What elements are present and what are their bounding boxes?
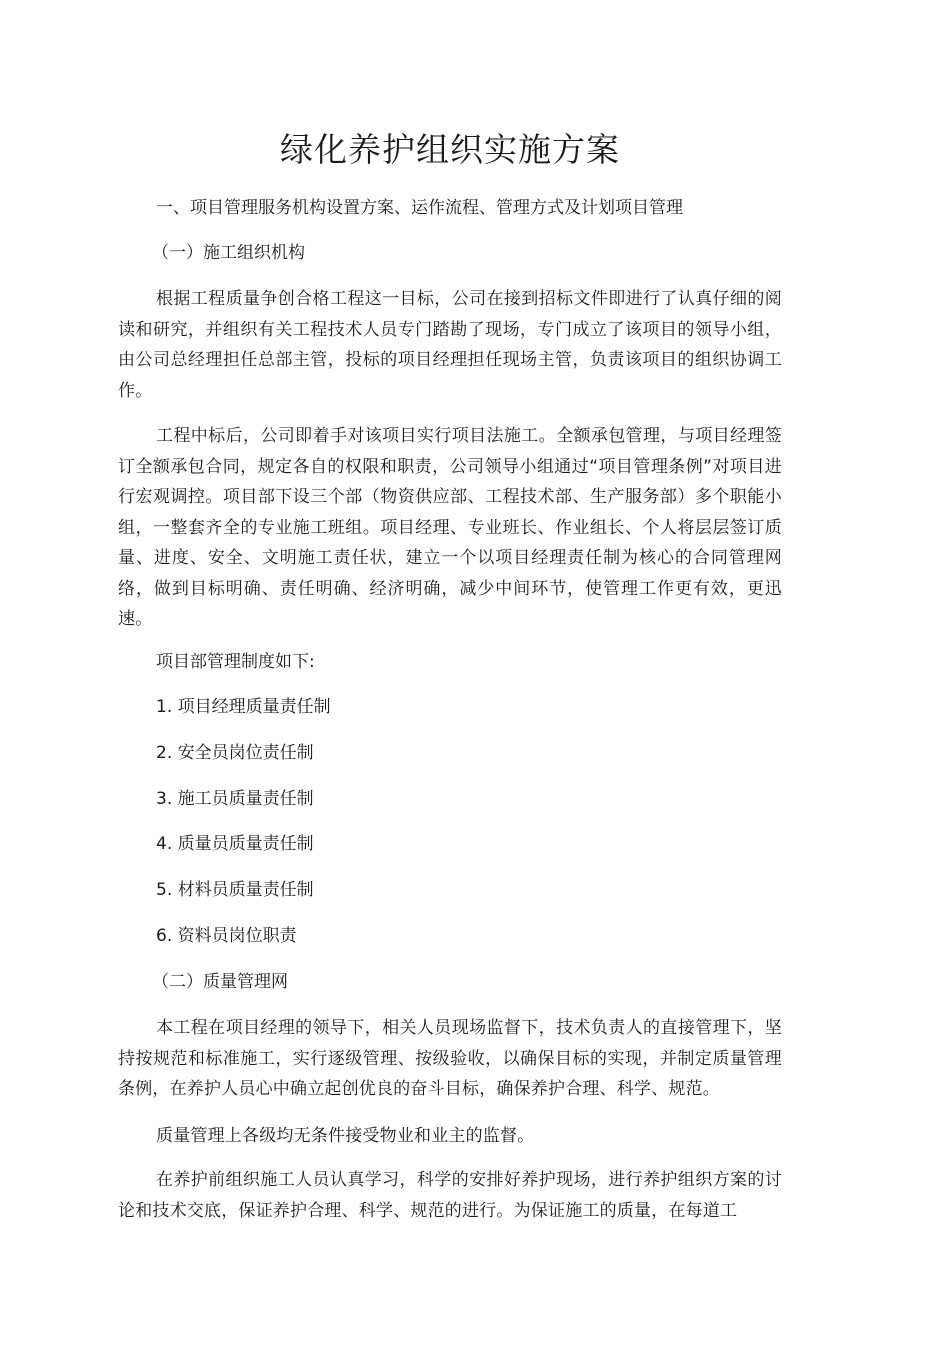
section-heading: 一、项目管理服务机构设置方案、运作流程、管理方式及计划项目管理 [156, 198, 683, 218]
list-item: 3. 施工员质量责任制 [156, 789, 314, 809]
list-item: 4. 质量员质量责任制 [156, 834, 314, 854]
list-item: 5. 材料员质量责任制 [156, 880, 314, 900]
paragraph: 在养护前组织施工人员认真学习，科学的安排好养护现场，进行养护组织方案的讨论和技术交底，保证养护合理、科学、规范的进行。为保证施工的质量，在每道工 [118, 1170, 782, 1221]
document-title: 绿化养护组织实施方案 [280, 130, 620, 169]
subsection-heading: （一）施工组织机构 [152, 243, 305, 263]
list-item: 2. 安全员岗位责任制 [156, 743, 314, 763]
paragraph: 质量管理上各级均无条件接受物业和业主的监督。 [156, 1126, 535, 1146]
paragraph: 根据工程质量争创合格工程这一目标，公司在接到招标文件即进行了认真仔细的阅读和研究，并组织有关工程技术人员专门踏勘了现场，专门成立了该项目的领导小组，由公司总经理担任总部主管，投标的项目经理担任现场主管，负责该项目的组织协调工作。 [118, 289, 782, 401]
list-item: 6. 资料员岗位职责 [156, 926, 297, 946]
rules-intro: 项目部管理制度如下: [156, 652, 315, 672]
paragraph: 工程中标后，公司即着手对该项目实行项目法施工。全额承包管理，与项目经理签订全额承包合同，规定各自的权限和职责，公司领导小组通过“项目管理条例”对项目进行宏观调控。项目部下设三个部（物资供应部、工程技术部、生产服务部）多个职能小组，一整套齐全的专业施工班组。项目经理、专业班长、作业组长、个人将层层签订质量、进度、安全、文明施工责任状，建立一个以项目经理责任制为核心的合同管理网络，做到目标明确、责任明确、经济明确，减少中间环节，使管理工作更有效，更迅速。 [118, 426, 782, 629]
subsection-heading: （二）质量管理网 [152, 972, 288, 992]
paragraph: 本工程在项目经理的领导下，相关人员现场监督下，技术负责人的直接管理下，坚持按规范和标准施工，实行逐级管理、按级验收，以确保目标的实现，并制定质量管理条例，在养护人员心中确立起创优良的奋斗目标，确保养护合理、科学、规范。 [118, 1018, 782, 1099]
list-item: 1. 项目经理质量责任制 [156, 697, 331, 717]
